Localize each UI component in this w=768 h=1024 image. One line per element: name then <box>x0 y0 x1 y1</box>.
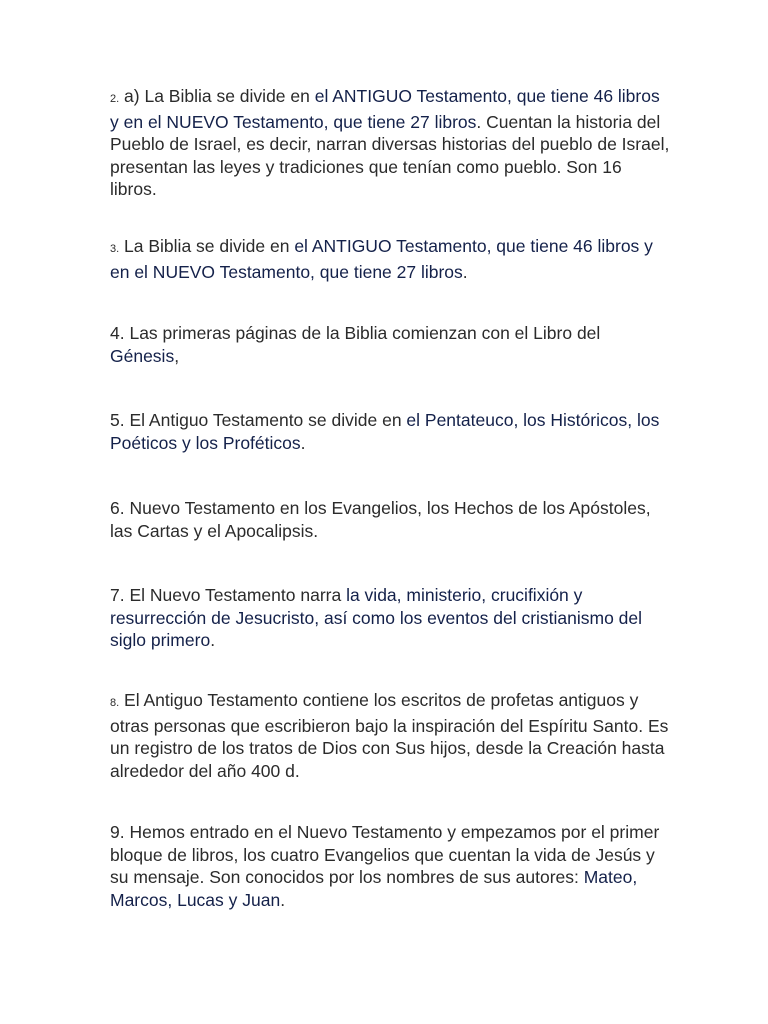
paragraph-number: 9. <box>110 822 125 842</box>
paragraph-text: El Antiguo Testamento se divide en <box>124 410 407 430</box>
paragraph-text: . <box>210 630 216 651</box>
highlighted-text: Mateo, Marcos, Lucas y Juan <box>110 867 638 910</box>
paragraph-text: Las primeras páginas de la Biblia comienzan con el Libro del <box>124 323 601 343</box>
paragraph-number: 2. <box>110 93 120 105</box>
paragraph-text: . Cuentan la historia del Pueblo de Israel, es decir, narran diversas historias del pueblo de Israel, presentan las leyes y tradiciones que tenían como pueblo. Son 16 libros. <box>110 111 670 200</box>
answer-paragraph-3 <box>110 235 670 283</box>
answer-paragraph-6 <box>110 497 670 542</box>
answer-paragraph-8 <box>110 689 670 782</box>
paragraph-text: La Biblia se divide en <box>119 236 295 256</box>
paragraph-text: . <box>300 432 306 453</box>
answer-paragraph-7 <box>110 584 670 652</box>
answer-paragraph-9 <box>110 821 670 911</box>
paragraph-text: . <box>462 261 468 282</box>
highlighted-text: el ANTIGUO Testamento, que tiene 46 libros y en el NUEVO Testamento, que tiene 27 libros <box>110 86 660 132</box>
highlighted-text: el Pentateuco, los Históricos, los Poéticos y los Proféticos <box>110 410 660 453</box>
highlighted-text: la vida, ministerio, crucifixión y resurrección de Jesucristo, así como los eventos del cristianismo del siglo primero <box>110 585 643 651</box>
answer-paragraph-2 <box>110 85 670 201</box>
paragraph-text: Hemos entrado en el Nuevo Testamento y empezamos por el primer bloque de libros, los cuatro Evangelios que cuentan la vida de Jesús y su mensaje. Son conocidos por los nombres de sus autores: <box>110 822 660 888</box>
paragraph-text: El Nuevo Testamento narra <box>124 585 347 605</box>
paragraph-text: , <box>174 345 180 366</box>
paragraph-number: 3. <box>110 243 120 255</box>
paragraph-number: 6. <box>110 498 125 518</box>
paragraph-number: 4. <box>110 323 125 343</box>
answer-paragraph-4 <box>110 322 670 367</box>
answer-paragraph-5 <box>110 409 670 454</box>
paragraph-text: . <box>280 889 286 910</box>
paragraph-text: a) La Biblia se divide en <box>119 86 315 106</box>
paragraph-number: 7. <box>110 585 125 605</box>
paragraph-text: Nuevo Testamento en los Evangelios, los Hechos de los Apóstoles, las Cartas y el Apocalipsis. <box>110 498 651 541</box>
highlighted-text: el ANTIGUO Testamento, que tiene 46 libros y en el NUEVO Testamento, que tiene 27 libros <box>110 236 653 282</box>
paragraph-number: 5. <box>110 410 125 430</box>
highlighted-text: Génesis <box>110 345 175 366</box>
paragraph-number: 8. <box>110 697 120 709</box>
paragraph-text: El Antiguo Testamento contiene los escritos de profetas antiguos y otras personas que escribieron bajo la inspiración del Espíritu Santo. Es un registro de los tratos de Dios con Sus hijos, desde la Creación hasta alrededor del año 400 d. <box>110 690 669 781</box>
